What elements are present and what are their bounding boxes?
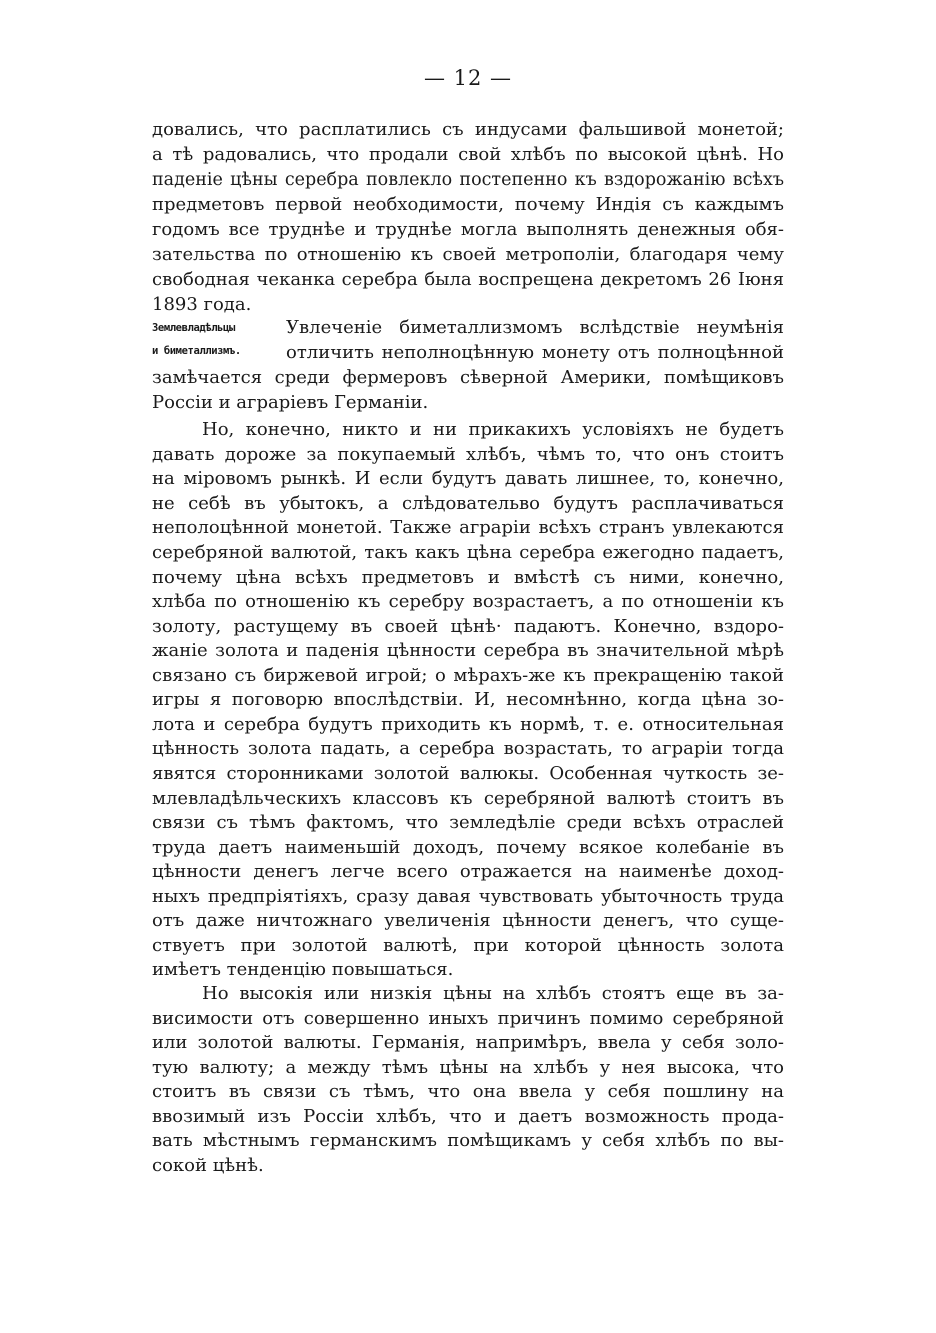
text-line: неполоцѣнной монетой. Также аграріи всѣхъ странъ увлекаются xyxy=(152,517,784,538)
text-line: зательства по отношенію къ своей метрополіи, благодаря чему xyxy=(152,244,784,265)
text-line: отъ даже ничтожнаго увеличенія цѣнности денегъ, что суще- xyxy=(152,910,784,931)
text-line: цѣнности денегъ легче всего отражается на наименѣе доход- xyxy=(152,861,784,882)
text-line: ныхъ предпріятіяхъ, сразу давая чувствовать убыточность труда xyxy=(152,886,784,907)
margin-note-line: и биметаллизмъ. xyxy=(152,345,241,357)
text-line: сокой цѣнѣ. xyxy=(152,1155,264,1176)
text-line: не себѣ въ убытокъ, а слѣдовательво будутъ расплачиваться xyxy=(152,493,784,514)
text-line: свободная чеканка серебра была воспрещена декретомъ 26 Іюня xyxy=(152,269,784,290)
text-line: почему цѣна всѣхъ предметовъ и вмѣстѣ съ ними, конечно, xyxy=(152,567,784,588)
text-line: паденіе цѣны серебра повлекло постепенно къ вздорожанію всѣхъ xyxy=(152,170,784,190)
text-line: цѣнность золота падать, а серебра возрастать, то аграріи тогда xyxy=(152,738,784,759)
text-line: жаніе золота и паденія цѣнности серебра въ значительной мѣрѣ xyxy=(152,640,784,661)
text-line: игры я поговорю впослѣдствіи. И, несомнѣнно, когда цѣна зо- xyxy=(152,689,784,710)
text-line: лота и серебра будутъ приходить къ нормѣ, т. е. относительная xyxy=(152,714,784,735)
text-line: а тѣ радовались, что продали свой хлѣбъ по высокой цѣнѣ. Но xyxy=(152,144,784,165)
text-line: труда даетъ наименьшій доходъ, почему всякое колебаніе въ xyxy=(152,837,784,858)
text-line: ввозимый изъ Россіи хлѣбъ, что и даетъ возможность прода- xyxy=(152,1106,784,1127)
page-number: — 12 — xyxy=(423,66,513,90)
text-line: связи съ тѣмъ фактомъ, что земледѣліе среди всѣхъ отраслей xyxy=(152,812,784,833)
text-line: Увлеченіе биметаллизмомъ вслѣдствіе неумѣнія xyxy=(286,317,784,338)
text-line: тую валюту; а между тѣмъ цѣны на хлѣбъ у нея высока, что xyxy=(152,1057,784,1078)
text-line: ствуетъ при золотой валютѣ, при которой цѣнность золота xyxy=(152,935,784,956)
text-line: связано съ биржевой игрой; о мѣрахъ-же къ прекращенію такой xyxy=(152,665,784,686)
text-line: золоту, растущему въ своей цѣнѣ· падаютъ. Конечно, вздоро- xyxy=(152,616,784,637)
text-line: годомъ все труднѣе и труднѣе могла выполнять денежныя обя- xyxy=(152,219,784,240)
text-line: стоитъ въ связи съ тѣмъ, что она ввела у себя пошлину на xyxy=(152,1081,784,1102)
text-line: на міровомъ рынкѣ. И если будутъ давать лишнее, то, конечно, xyxy=(152,468,784,489)
margin-note-line: Землевладѣльцы xyxy=(152,322,235,334)
text-line: давать дороже за покупаемый хлѣбъ, чѣмъ то, что онъ стоитъ xyxy=(152,444,784,465)
text-line: явятся сторонниками золотой валюкы. Особенная чуткость зе- xyxy=(152,763,784,784)
text-line: серебряной валютой, такъ какъ цѣна серебра ежегодно падаетъ, xyxy=(152,542,784,563)
text-line: 1893 года. xyxy=(152,294,252,315)
text-line: или золотой валюты. Германія, напримѣръ, ввела у себя золо- xyxy=(152,1032,784,1053)
text-line: довались, что расплатились съ индусами фальшивой монетой; xyxy=(152,119,784,140)
text-line: имѣетъ тенденцію повышаться. xyxy=(152,959,454,980)
text-line: Но, конечно, никто и ни прикакихъ условіяхъ не будетъ xyxy=(202,419,784,440)
text-line: вать мѣстнымъ германскимъ помѣщикамъ у себя хлѣбъ по вы- xyxy=(152,1130,784,1151)
text-line: предметовъ первой необходимости, почему Индія съ каждымъ xyxy=(152,194,784,215)
text-line: отличить неполноцѣнную монету отъ полноцѣнной xyxy=(286,342,784,363)
text-line: замѣчается среди фермеровъ сѣверной Америки, помѣщиковъ xyxy=(152,367,784,388)
text-line: млевладѣльческихъ классовъ къ серебряной валютѣ стоитъ въ xyxy=(152,788,784,809)
text-line: хлѣба по отношенію къ серебру возрастаетъ, а по отношеніи къ xyxy=(152,591,784,612)
text-line: Но высокія или низкія цѣны на хлѣбъ стоятъ еще въ за- xyxy=(202,983,784,1004)
text-line: висимости отъ совершенно иныхъ причинъ помимо серебряной xyxy=(152,1008,784,1029)
text-line: Россіи и аграріевъ Германіи. xyxy=(152,392,429,413)
